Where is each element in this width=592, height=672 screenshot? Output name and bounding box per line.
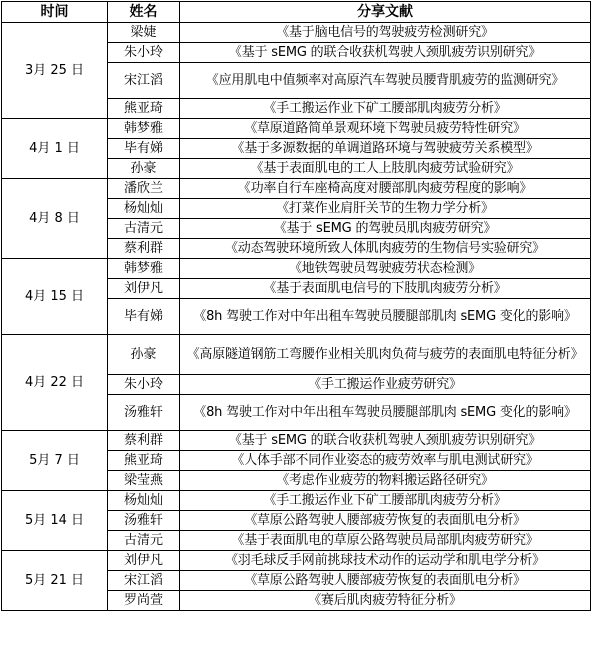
paper-title: 《草原公路驾驶人腰部疲劳恢复的表面肌电分析》 [180, 571, 591, 591]
table-row [2, 431, 591, 451]
presenter-name: 杨灿灿 [108, 199, 180, 219]
paper-title: 《基于脑电信号的驾驶疲劳检测研究》 [180, 23, 591, 43]
presenter-name: 罗尚萱 [108, 591, 180, 611]
paper-title: 《手工搬运作业下矿工腰部肌肉疲劳分析》 [180, 99, 591, 119]
table-row [2, 179, 591, 199]
table-body [2, 23, 591, 611]
paper-title: 《手工搬运作业疲劳研究》 [180, 375, 591, 395]
paper-title: 《羽毛球反手网前挑球技术动作的运动学和肌电学分析》 [180, 551, 591, 571]
paper-title: 《打菜作业肩肝关节的生物力学分析》 [180, 199, 591, 219]
presenter-name: 孙豪 [108, 335, 180, 375]
presenter-name: 韩梦雅 [108, 259, 180, 279]
paper-title: 《地铁驾驶员驾驶疲劳状态检测》 [180, 259, 591, 279]
header-name: 姓名 [108, 2, 180, 23]
presenter-name: 蔡利群 [108, 239, 180, 259]
presenter-name: 梁婕 [108, 23, 180, 43]
date-cell: 5月 14 日 [2, 491, 108, 551]
paper-title: 《动态驾驶环境所致人体肌肉疲劳的生物信号实验研究》 [180, 239, 591, 259]
presenter-name: 宋江滔 [108, 63, 180, 99]
presenter-name: 杨灿灿 [108, 491, 180, 511]
paper-title: 《基于多源数据的单调道路环境与驾驶疲劳关系模型》 [180, 139, 591, 159]
table-row [2, 335, 591, 375]
date-cell: 5月 7 日 [2, 431, 108, 491]
table-row [2, 259, 591, 279]
presenter-name: 梁莹燕 [108, 471, 180, 491]
presenter-name: 古清元 [108, 531, 180, 551]
paper-title: 《高原隧道钢筋工弯腰作业相关肌肉负荷与疲劳的表面肌电特征分析》 [180, 335, 591, 375]
paper-title: 《功率自行车座椅高度对腰部肌肉疲劳程度的影响》 [180, 179, 591, 199]
table-row [2, 119, 591, 139]
header-time: 时间 [2, 2, 108, 23]
paper-title: 《基于表面肌电的工人上肢肌肉疲劳试验研究》 [180, 159, 591, 179]
header-paper: 分享文献 [180, 2, 591, 23]
paper-title: 《基于表面肌电的草原公路驾驶员局部肌肉疲劳研究》 [180, 531, 591, 551]
presenter-name: 蔡利群 [108, 431, 180, 451]
paper-title: 《赛后肌肉疲劳特征分析》 [180, 591, 591, 611]
presenter-name: 朱小玲 [108, 375, 180, 395]
paper-title: 《基于表面肌电信号的下肢肌肉疲劳分析》 [180, 279, 591, 299]
presenter-name: 宋江滔 [108, 571, 180, 591]
paper-title: 《8h 驾驶工作对中年出租车驾驶员腰腿部肌肉 sEMG 变化的影响》 [180, 299, 591, 335]
paper-title: 《基于 sEMG 的联合收获机驾驶人颈肌疲劳识别研究》 [180, 43, 591, 63]
date-cell: 4月 8 日 [2, 179, 108, 259]
presenter-name: 刘伊凡 [108, 551, 180, 571]
presenter-name: 毕有娣 [108, 299, 180, 335]
presenter-name: 古清元 [108, 219, 180, 239]
paper-title: 《8h 驾驶工作对中年出租车驾驶员腰腿部肌肉 sEMG 变化的影响》 [180, 395, 591, 431]
header-row [2, 2, 591, 23]
date-cell: 4月 15 日 [2, 259, 108, 335]
presenter-name: 汤雅轩 [108, 395, 180, 431]
schedule-table [1, 1, 591, 611]
presenter-name: 汤雅轩 [108, 511, 180, 531]
date-cell: 3月 25 日 [2, 23, 108, 119]
date-cell: 4月 1 日 [2, 119, 108, 179]
paper-title: 《手工搬运作业下矿工腰部肌肉疲劳分析》 [180, 491, 591, 511]
presenter-name: 韩梦雅 [108, 119, 180, 139]
table-row [2, 551, 591, 571]
paper-title: 《基于 sEMG 的联合收获机驾驶人颈肌疲劳识别研究》 [180, 431, 591, 451]
table-row [2, 23, 591, 43]
paper-title: 《人体手部不同作业姿态的疲劳效率与肌电测试研究》 [180, 451, 591, 471]
presenter-name: 刘伊凡 [108, 279, 180, 299]
paper-title: 《草原道路简单景观环境下驾驶员疲劳特性研究》 [180, 119, 591, 139]
presenter-name: 朱小玲 [108, 43, 180, 63]
date-cell: 5月 21 日 [2, 551, 108, 611]
presenter-name: 孙豪 [108, 159, 180, 179]
date-cell: 4月 22 日 [2, 335, 108, 431]
presenter-name: 毕有娣 [108, 139, 180, 159]
paper-title: 《考虑作业疲劳的物料搬运路径研究》 [180, 471, 591, 491]
presenter-name: 熊亚琦 [108, 451, 180, 471]
table-row [2, 491, 591, 511]
paper-title: 《草原公路驾驶人腰部疲劳恢复的表面肌电分析》 [180, 511, 591, 531]
paper-title: 《应用肌电中值频率对高原汽车驾驶员腰背肌疲劳的监测研究》 [180, 63, 591, 99]
paper-title: 《基于 sEMG 的驾驶员肌肉疲劳研究》 [180, 219, 591, 239]
presenter-name: 潘欣兰 [108, 179, 180, 199]
presenter-name: 熊亚琦 [108, 99, 180, 119]
